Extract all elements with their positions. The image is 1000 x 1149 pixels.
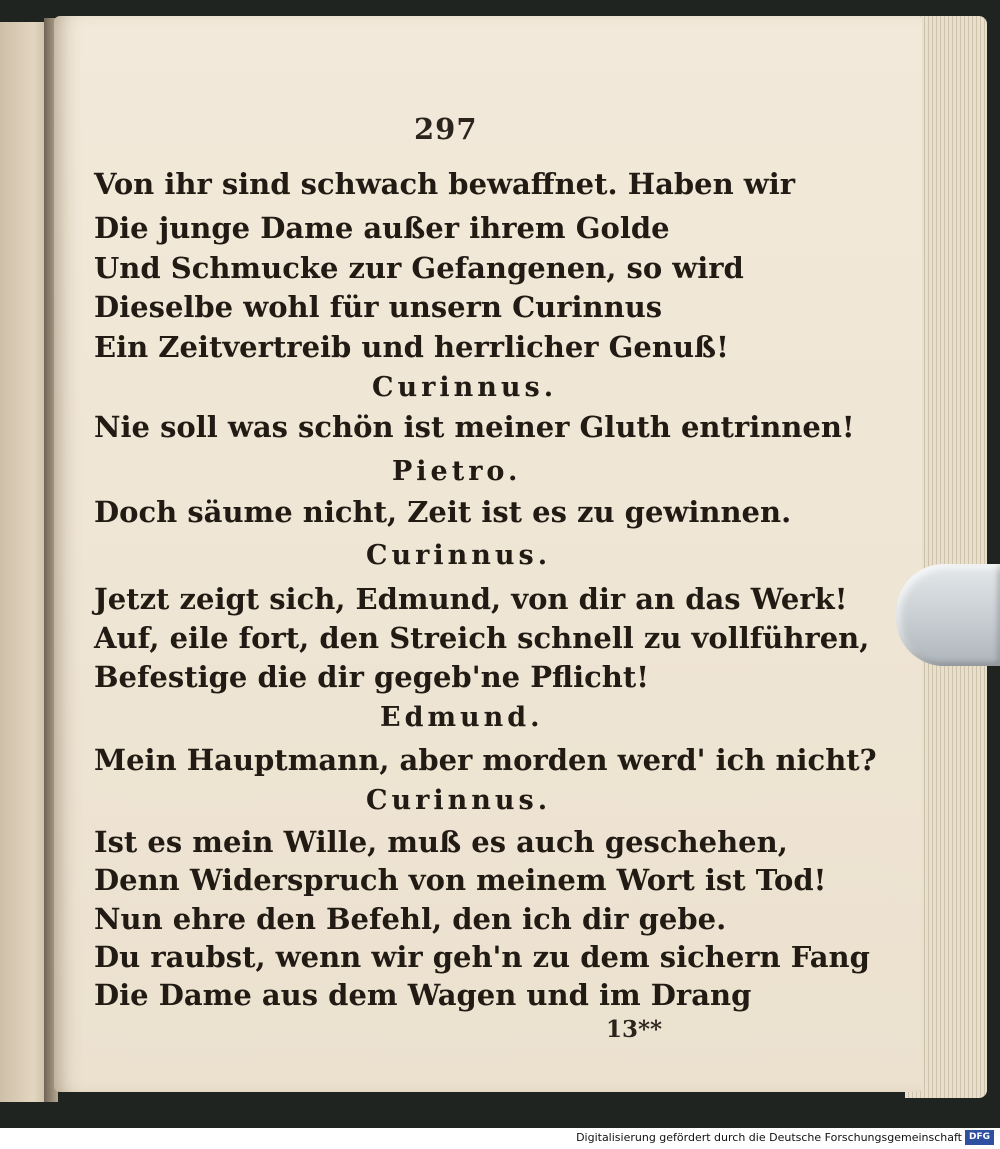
page-number: 297 bbox=[414, 112, 478, 146]
text-line: Und Schmucke zur Gefangenen, so wird bbox=[94, 251, 744, 285]
text-line: Die Dame aus dem Wagen und im Drang bbox=[94, 978, 752, 1012]
footer-bar bbox=[0, 1128, 1000, 1149]
text-line: Von ihr sind schwach bewaffnet. Haben wir bbox=[94, 167, 796, 201]
speaker-name: Curinnus. bbox=[366, 540, 552, 571]
text-line: Denn Widerspruch von meinem Wort ist Tod! bbox=[94, 863, 827, 897]
left-page-edge bbox=[0, 22, 48, 1102]
text-line: Mein Hauptmann, aber morden werd' ich nicht? bbox=[94, 743, 877, 777]
speaker-name: Curinnus. bbox=[366, 785, 552, 816]
footer-credit: Digitalisierung gefördert durch die Deutsche Forschungsgemeinschaft bbox=[576, 1131, 962, 1144]
text-line: Ist es mein Wille, muß es auch geschehen, bbox=[94, 825, 788, 859]
text-line: Ein Zeitvertreib und herrlicher Genuß! bbox=[94, 330, 729, 364]
dfg-logo: DFG bbox=[965, 1130, 994, 1145]
text-line: Befestige die dir gegeb'ne Pflicht! bbox=[94, 660, 649, 694]
speaker-name: Curinnus. bbox=[372, 372, 558, 403]
signature-mark: 13** bbox=[606, 1016, 663, 1043]
speaker-name: Pietro. bbox=[392, 456, 522, 487]
text-line: Nun ehre den Befehl, den ich dir gebe. bbox=[94, 902, 727, 936]
text-line: Auf, eile fort, den Streich schnell zu vollführen, bbox=[94, 621, 870, 655]
text-line: Du raubst, wenn wir geh'n zu dem sichern Fang bbox=[94, 940, 870, 974]
text-line: Jetzt zeigt sich, Edmund, von dir an das Werk! bbox=[94, 582, 848, 616]
text-line: Nie soll was schön ist meiner Gluth entrinnen! bbox=[94, 410, 855, 444]
page-clip bbox=[896, 564, 1000, 666]
text-line: Doch säume nicht, Zeit ist es zu gewinnen. bbox=[94, 495, 792, 529]
text-line: Dieselbe wohl für unsern Curinnus bbox=[94, 290, 663, 324]
speaker-name: Edmund. bbox=[380, 702, 544, 733]
text-line: Die junge Dame außer ihrem Golde bbox=[94, 211, 670, 245]
